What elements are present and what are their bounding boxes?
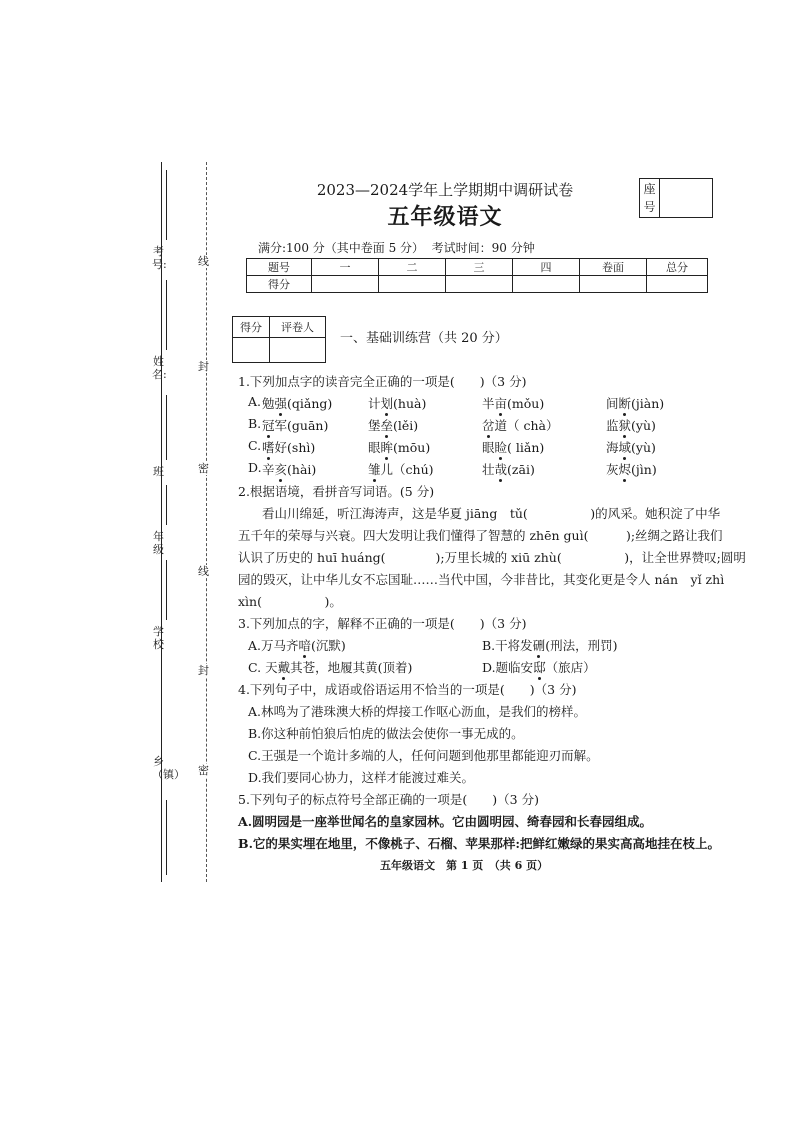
q3-option-c: C. 天戴其苍，地履其黄(顶着) xyxy=(248,660,413,675)
seal-mark: 封 xyxy=(198,360,209,373)
q1-word: 眼睑( liǎn) xyxy=(482,440,545,455)
q3-option-d: D.题临安邸（旅店） xyxy=(482,660,596,675)
score-cell[interactable] xyxy=(580,276,647,293)
q4-option: B.你这种前怕狼后怕虎的做法会使你一事无成的。 xyxy=(248,726,524,741)
score-cell[interactable] xyxy=(647,276,708,293)
score-cell[interactable] xyxy=(312,276,379,293)
q1-stem: 1.下列加点字的读音完全正确的一项是( )（3 分) xyxy=(238,374,527,389)
q2-passage-line: 看山川绵延，听江海涛声，这是华夏 jiāng tǔ( )的风采。她积淀了中华 xyxy=(262,506,721,521)
q4-option: A.林鸣为了港珠澳大桥的焊接工作呕心沥血，是我们的榜样。 xyxy=(248,704,587,719)
q1-word: 海域(yù) xyxy=(606,440,656,455)
page-footer: 五年级语文 第 1 页 （共 6 页） xyxy=(380,859,549,872)
exam-info: 满分:100 分（其中卷面 5 分） 考试时间：90 分钟 xyxy=(258,241,535,255)
q4-option: C.王强是一个诡计多端的人，任何问题到他那里都能迎刃而解。 xyxy=(248,748,599,763)
score-cell[interactable] xyxy=(513,276,580,293)
q1-word: 雏儿（chú) xyxy=(368,462,434,477)
q3-option-a: A.万马齐喑(沉默) xyxy=(248,638,346,653)
margin-field-town xyxy=(166,800,167,875)
seal-mark: 密 xyxy=(198,462,209,475)
exam-title: 2023—2024学年上学期期中调研试卷 xyxy=(316,181,574,199)
q2-passage-line: 园的毁灭，让中华儿女不忘国耻……当代中国，今非昔比，其变化更是令人 nán yǐ zhì xyxy=(238,572,725,587)
margin-field-grade xyxy=(166,485,167,525)
seal-mark: 线 xyxy=(198,255,209,268)
q2-passage-line: xìn( )。 xyxy=(238,594,342,609)
subject-title: 五年级语文 xyxy=(387,204,503,230)
score-cell[interactable] xyxy=(446,276,513,293)
seat-number-box xyxy=(639,178,713,218)
q1-word: 嗜好(shì) xyxy=(262,440,316,455)
seal-mark: 线 xyxy=(198,565,209,578)
q1-word: 半亩(mǒu) xyxy=(482,396,545,411)
q4-stem: 4.下列句子中，成语或俗语运用不恰当的一项是( )（3 分) xyxy=(238,682,577,697)
score-table-header: 题号 xyxy=(247,259,312,276)
score-table-header: 一 xyxy=(312,259,379,276)
q5-stem: 5.下列句子的标点符号全部正确的一项是( )（3 分) xyxy=(238,792,539,807)
score-table-header: 三 xyxy=(446,259,513,276)
q5-option: B.它的果实埋在地里，不像桃子、石榴、苹果那样:把鲜红嫩绿的果实高高地挂在枝上。 xyxy=(238,836,721,851)
score-table-header: 卷面 xyxy=(580,259,647,276)
q1-word: 勉强(qiǎng) xyxy=(262,396,333,411)
margin-label-exam-no: 考号: xyxy=(152,245,167,271)
q3-option-b: B.干将发硎(刑法，刑罚) xyxy=(482,638,618,653)
q1-word: 壮哉(zāi) xyxy=(482,462,535,477)
q2-passage-line: 五千年的荣辱与兴衰。四大发明让我们懂得了智慧的 zhēn guì( );丝绸之路让我们 xyxy=(238,528,723,543)
q1-word: 冠军(guān) xyxy=(262,418,329,433)
grading-score-label: 得分 xyxy=(233,317,270,338)
q1-option-letter: A. xyxy=(248,394,262,409)
margin-field-exam-no xyxy=(166,170,167,240)
score-table xyxy=(246,258,708,293)
grading-grader-label: 评卷人 xyxy=(270,317,326,338)
q1-option-letter: C. xyxy=(248,438,262,453)
q1-word: 岔道（ chà） xyxy=(482,418,559,433)
score-table-header: 二 xyxy=(379,259,446,276)
margin-label-name: 姓名: xyxy=(152,355,167,381)
seal-mark: 密 xyxy=(198,764,209,777)
margin-field-name xyxy=(166,280,167,350)
q1-word: 辛亥(hài) xyxy=(262,462,317,477)
margin-field-class xyxy=(166,395,167,460)
score-table-score-row xyxy=(247,276,708,293)
q1-word: 监狱(yù) xyxy=(606,418,656,433)
q2-stem: 2.根据语境，看拼音写词语。(5 分) xyxy=(238,484,435,499)
margin-label-grade: 年级 xyxy=(153,530,164,556)
margin-label-class: 班 xyxy=(153,465,164,478)
score-row-label: 得分 xyxy=(247,276,312,293)
seal-mark: 封 xyxy=(198,664,209,677)
q5-option: A.圆明园是一座举世闻名的皇家园林。它由圆明园、绮春园和长春园组成。 xyxy=(238,814,653,829)
q1-word: 计划(huà) xyxy=(368,396,427,411)
grading-score-cell[interactable] xyxy=(233,338,270,363)
q1-option-letter: D. xyxy=(248,460,262,475)
score-table-header: 四 xyxy=(513,259,580,276)
q4-option: D.我们要同心协力，这样才能渡过难关。 xyxy=(248,770,475,785)
margin-label-school: 学校 xyxy=(153,625,164,651)
score-table-header-row xyxy=(247,259,708,276)
q1-word: 间断(jiàn) xyxy=(606,396,665,411)
q3-stem: 3.下列加点的字，解释不正确的一项是( )（3 分) xyxy=(238,616,527,631)
score-table-header: 总分 xyxy=(647,259,708,276)
section-title: 一、基础训练营（共 20 分） xyxy=(340,331,508,346)
score-cell[interactable] xyxy=(379,276,446,293)
q1-option-letter: B. xyxy=(248,416,262,431)
margin-label-town: 乡（镇） xyxy=(152,755,185,781)
q1-word: 堡垒(lěi) xyxy=(368,418,419,433)
margin-field-school xyxy=(166,560,167,620)
section-grading-box xyxy=(232,316,326,363)
grading-grader-cell[interactable] xyxy=(270,338,326,363)
q1-word: 眼眸(mōu) xyxy=(368,440,431,455)
q1-word: 灰烬(jìn) xyxy=(606,462,657,477)
seat-number-label: 座 号 xyxy=(640,179,660,217)
q2-passage-line: 认识了历史的 huī huáng( );万里长城的 xiū zhù( )，让全世界赞叹;圆明 xyxy=(238,550,746,565)
